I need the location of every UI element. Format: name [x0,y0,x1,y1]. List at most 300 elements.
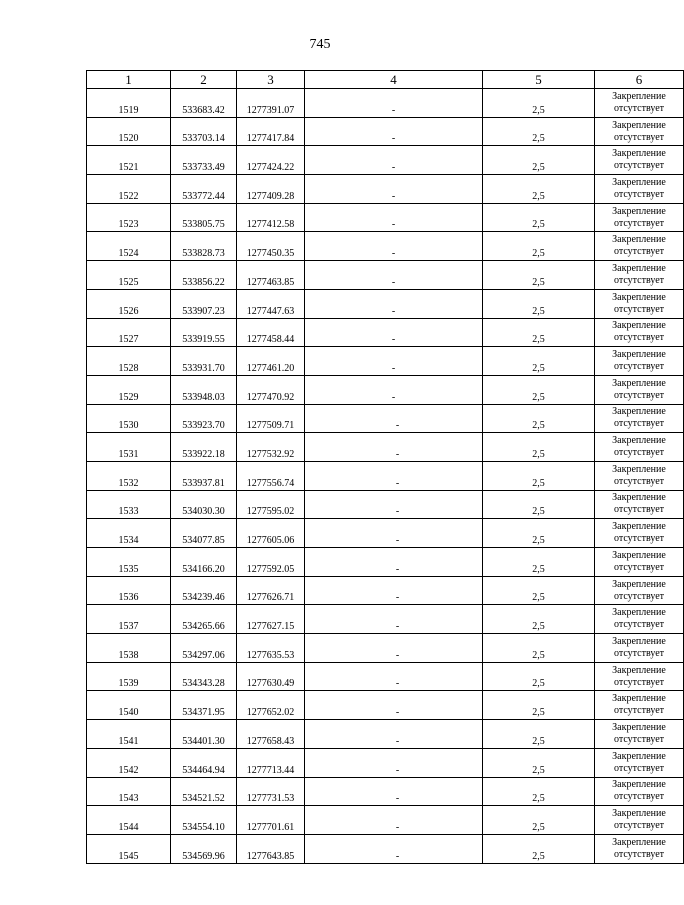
column-5-cell-text: 2,5 [532,190,545,202]
fixing-status-line-1: Закрепление [612,205,666,217]
column-4-cell-text: - [395,735,400,747]
point-number-cell-text: 1536 [118,592,139,604]
table-row [87,548,684,577]
column-5-cell-text: 2,5 [532,248,545,260]
y-coordinate-cell-text: 1277635.53 [246,649,295,661]
x-coordinate-cell-text: 533937.81 [182,477,225,489]
x-coordinate-cell [171,375,237,404]
fixing-status-line-1: Закрепление [612,234,666,246]
point-number-cell-text: 1541 [118,735,139,747]
column-4-cell-text: - [391,248,396,260]
fixing-status-line-2: отсутствует [613,131,665,143]
y-coordinate-cell-text: 1277630.49 [246,678,295,690]
fixing-status-cell [595,720,684,749]
column-5-cell-text: 2,5 [532,420,545,432]
point-number-cell-text: 1528 [118,362,139,374]
column-4-cell-text: - [395,563,400,575]
point-number-cell-text: 1520 [118,133,139,145]
table-row [87,834,684,863]
fixing-status-line-2: отсутствует [613,762,665,774]
table-body [87,89,684,864]
fixing-status-line-2: отсутствует [613,791,665,803]
column-5-cell [483,117,595,146]
column-4-cell [305,89,483,118]
x-coordinate-cell [171,691,237,720]
x-coordinate-cell-text: 534239.46 [182,592,225,604]
table-row [87,318,684,347]
point-number-cell [87,748,171,777]
column-4-cell [305,806,483,835]
column-4-cell-text: - [395,707,400,719]
y-coordinate-cell [237,806,305,835]
point-number-cell-text: 1534 [118,535,139,546]
point-number-cell [87,777,171,806]
column-4-cell [305,175,483,204]
y-coordinate-cell [237,347,305,376]
x-coordinate-cell-text: 533772.44 [182,190,225,202]
column-4-cell-text: - [395,477,400,489]
fixing-status-cell [595,461,684,490]
column-4-cell [305,318,483,347]
column-header-2: 2 [171,71,237,89]
fixing-status-cell [595,605,684,634]
table-row [87,289,684,318]
column-4-cell-text: - [391,104,396,116]
table-row [87,490,684,519]
fixing-status-line-1: Закрепление [612,349,666,361]
point-number-cell-text: 1543 [118,793,139,805]
y-coordinate-cell [237,691,305,720]
y-coordinate-cell [237,146,305,175]
point-number-cell [87,490,171,519]
column-4-cell [305,347,483,376]
point-number-cell [87,548,171,577]
y-coordinate-cell [237,404,305,433]
fixing-status-line-2: отсутствует [613,647,665,659]
y-coordinate-cell-text: 1277605.06 [246,535,295,546]
column-4-cell [305,461,483,490]
fixing-status-line-2: отсутствует [613,848,665,860]
y-coordinate-cell [237,232,305,261]
point-number-cell [87,232,171,261]
point-number-cell-text: 1525 [118,276,139,288]
table-row [87,720,684,749]
column-4-cell-text: - [391,362,396,374]
column-4-cell [305,490,483,519]
point-number-cell [87,289,171,318]
column-5-cell [483,748,595,777]
x-coordinate-cell [171,433,237,462]
point-number-cell [87,691,171,720]
y-coordinate-cell [237,261,305,290]
fixing-status-cell [595,261,684,290]
x-coordinate-cell-text: 533922.18 [182,448,225,460]
y-coordinate-cell-text: 1277731.53 [246,793,295,805]
y-coordinate-cell [237,461,305,490]
y-coordinate-cell [237,634,305,663]
fixing-status-cell [595,175,684,204]
point-number-cell [87,203,171,232]
table-row [87,433,684,462]
point-number-cell-text: 1540 [118,707,139,719]
x-coordinate-cell [171,289,237,318]
fixing-status-cell [595,375,684,404]
column-header-3: 3 [237,71,305,89]
fixing-status-line-1: Закрепление [612,176,666,188]
column-4-cell-text: - [391,391,396,403]
y-coordinate-cell [237,576,305,605]
column-5-cell-text: 2,5 [532,276,545,288]
column-4-cell [305,519,483,548]
fixing-status-cell [595,203,684,232]
column-5-cell-text: 2,5 [532,219,545,231]
y-coordinate-cell [237,490,305,519]
column-4-cell-text: - [395,535,400,546]
point-number-cell-text: 1535 [118,563,139,575]
y-coordinate-cell-text: 1277592.05 [246,563,295,575]
point-number-cell [87,261,171,290]
x-coordinate-cell-text: 533828.73 [182,248,225,260]
y-coordinate-cell-text: 1277658.43 [246,735,295,747]
point-number-cell-text: 1526 [118,305,139,317]
fixing-status-line-2: отсутствует [613,705,665,717]
fixing-status-cell [595,548,684,577]
x-coordinate-cell-text: 533703.14 [182,133,225,145]
x-coordinate-cell-text: 533856.22 [182,276,225,288]
coordinates-table [86,70,684,864]
column-4-cell [305,433,483,462]
point-number-cell [87,433,171,462]
point-number-cell-text: 1538 [118,649,139,661]
x-coordinate-cell [171,490,237,519]
point-number-cell [87,605,171,634]
point-number-cell [87,519,171,548]
x-coordinate-cell-text: 534521.52 [182,793,225,805]
y-coordinate-cell-text: 1277627.15 [246,621,295,633]
y-coordinate-cell-text: 1277409.28 [246,190,295,202]
x-coordinate-cell [171,748,237,777]
column-5-cell-text: 2,5 [532,362,545,374]
x-coordinate-cell-text: 534464.94 [182,764,225,776]
column-5-cell [483,691,595,720]
column-5-cell-text: 2,5 [532,477,545,489]
y-coordinate-cell-text: 1277626.71 [246,592,295,604]
column-5-cell-text: 2,5 [532,448,545,460]
column-4-cell-text: - [391,305,396,317]
column-4-cell-text: - [395,821,400,833]
column-5-cell [483,662,595,691]
x-coordinate-cell-text: 533907.23 [182,305,225,317]
point-number-cell-text: 1527 [118,334,139,346]
column-4-cell [305,605,483,634]
y-coordinate-cell [237,605,305,634]
x-coordinate-cell-text: 533805.75 [182,219,225,231]
y-coordinate-cell [237,175,305,204]
column-4-cell-text: - [395,764,400,776]
point-number-cell [87,318,171,347]
y-coordinate-cell-text: 1277447.63 [246,305,295,317]
column-4-cell [305,634,483,663]
fixing-status-line-2: отсутствует [613,561,665,573]
x-coordinate-cell-text: 533931.70 [182,362,225,374]
column-5-cell [483,146,595,175]
column-5-cell [483,806,595,835]
fixing-status-line-1: Закрепление [612,463,666,475]
column-4-cell-text: - [391,219,396,231]
fixing-status-line-2: отсутствует [613,389,665,401]
x-coordinate-cell-text: 534554.10 [182,821,225,833]
x-coordinate-cell-text: 534077.85 [182,535,225,546]
fixing-status-cell [595,490,684,519]
fixing-status-cell [595,347,684,376]
y-coordinate-cell [237,548,305,577]
column-4-cell-text: - [395,506,400,518]
x-coordinate-cell [171,548,237,577]
y-coordinate-cell-text: 1277509.71 [246,420,295,432]
x-coordinate-cell-text: 534297.06 [182,649,225,661]
x-coordinate-cell [171,834,237,863]
column-5-cell [483,548,595,577]
fixing-status-line-1: Закрепление [612,521,666,533]
fixing-status-cell [595,777,684,806]
point-number-cell-text: 1523 [118,219,139,231]
column-5-cell-text: 2,5 [532,821,545,833]
point-number-cell [87,117,171,146]
table-row [87,117,684,146]
point-number-cell [87,834,171,863]
fixing-status-line-2: отсутствует [613,217,665,229]
fixing-status-line-2: отсутствует [613,447,665,459]
column-4-cell [305,662,483,691]
x-coordinate-cell-text: 533733.49 [182,162,225,174]
y-coordinate-cell-text: 1277461.20 [246,362,295,374]
fixing-status-line-1: Закрепление [612,406,666,418]
fixing-status-cell [595,806,684,835]
fixing-status-line-2: отсутствует [613,590,665,602]
column-5-cell [483,605,595,634]
table-row [87,232,684,261]
column-4-cell [305,146,483,175]
table-row [87,146,684,175]
fixing-status-line-1: Закрепление [612,291,666,303]
fixing-status-line-2: отсутствует [613,418,665,430]
x-coordinate-cell [171,175,237,204]
x-coordinate-cell [171,576,237,605]
y-coordinate-cell-text: 1277556.74 [246,477,295,489]
point-number-cell [87,662,171,691]
fixing-status-line-1: Закрепление [612,435,666,447]
point-number-cell-text: 1521 [118,162,139,174]
fixing-status-line-1: Закрепление [612,119,666,131]
column-5-cell [483,576,595,605]
column-5-cell [483,89,595,118]
x-coordinate-cell [171,232,237,261]
column-4-cell [305,834,483,863]
table-row [87,605,684,634]
fixing-status-line-1: Закрепление [612,549,666,561]
point-number-cell [87,146,171,175]
x-coordinate-cell-text: 534371.95 [182,707,225,719]
column-5-cell [483,490,595,519]
column-4-cell-text: - [391,276,396,288]
column-5-cell-text: 2,5 [532,735,545,747]
y-coordinate-cell [237,777,305,806]
y-coordinate-cell [237,834,305,863]
x-coordinate-cell [171,634,237,663]
column-5-cell-text: 2,5 [532,104,545,116]
y-coordinate-cell-text: 1277532.92 [246,448,295,460]
y-coordinate-cell [237,519,305,548]
y-coordinate-cell-text: 1277424.22 [246,162,295,174]
y-coordinate-cell [237,662,305,691]
fixing-status-cell [595,146,684,175]
table-row [87,89,684,118]
x-coordinate-cell-text: 533683.42 [182,104,225,116]
fixing-status-line-1: Закрепление [612,750,666,762]
x-coordinate-cell [171,806,237,835]
point-number-cell [87,347,171,376]
fixing-status-line-1: Закрепление [612,607,666,619]
x-coordinate-cell-text: 533923.70 [182,420,225,432]
column-4-cell [305,289,483,318]
x-coordinate-cell [171,89,237,118]
column-5-cell-text: 2,5 [532,563,545,575]
column-4-cell [305,232,483,261]
table-header-row [87,71,684,89]
fixing-status-line-2: отсутствует [613,733,665,745]
fixing-status-line-1: Закрепление [612,90,666,102]
fixing-status-cell [595,433,684,462]
fixing-status-line-1: Закрепление [612,262,666,274]
column-4-cell [305,720,483,749]
table-row [87,375,684,404]
column-header-5: 5 [483,71,595,89]
point-number-cell [87,89,171,118]
fixing-status-line-2: отсутствует [613,246,665,258]
column-4-cell [305,748,483,777]
fixing-status-line-2: отсутствует [613,504,665,516]
point-number-cell-text: 1530 [118,420,139,432]
column-4-cell [305,261,483,290]
column-header-6: 6 [595,71,684,89]
y-coordinate-cell [237,748,305,777]
point-number-cell-text: 1519 [118,104,139,116]
x-coordinate-cell-text: 533919.55 [182,334,225,346]
x-coordinate-cell-text: 534265.66 [182,621,225,633]
column-5-cell-text: 2,5 [532,707,545,719]
fixing-status-line-1: Закрепление [612,808,666,820]
fixing-status-line-2: отсутствует [613,188,665,200]
column-5-cell-text: 2,5 [532,305,545,317]
fixing-status-line-2: отсутствует [613,533,665,545]
column-4-cell-text: - [395,621,400,633]
fixing-status-line-1: Закрепление [612,578,666,590]
fixing-status-line-1: Закрепление [612,693,666,705]
y-coordinate-cell-text: 1277417.84 [246,133,295,145]
y-coordinate-cell [237,433,305,462]
point-number-cell [87,576,171,605]
table-row [87,347,684,376]
x-coordinate-cell-text: 533948.03 [182,391,225,403]
column-4-cell [305,404,483,433]
fixing-status-line-2: отсутствует [613,303,665,315]
y-coordinate-cell-text: 1277458.44 [246,334,295,346]
column-5-cell [483,461,595,490]
y-coordinate-cell [237,318,305,347]
column-5-cell [483,175,595,204]
point-number-cell-text: 1522 [118,190,139,202]
x-coordinate-cell [171,461,237,490]
point-number-cell-text: 1529 [118,391,139,403]
column-4-cell-text: - [395,793,400,805]
y-coordinate-cell-text: 1277652.02 [246,707,295,719]
fixing-status-cell [595,519,684,548]
fixing-status-line-1: Закрепление [612,836,666,848]
column-4-cell [305,117,483,146]
x-coordinate-cell-text: 534569.96 [182,850,225,862]
column-4-cell-text: - [395,850,400,862]
x-coordinate-cell [171,662,237,691]
column-5-cell [483,519,595,548]
fixing-status-cell [595,691,684,720]
fixing-status-cell [595,662,684,691]
x-coordinate-cell [171,404,237,433]
column-5-cell [483,634,595,663]
column-5-cell-text: 2,5 [532,621,545,633]
fixing-status-cell [595,576,684,605]
y-coordinate-cell-text: 1277701.61 [246,821,295,833]
column-5-cell [483,203,595,232]
point-number-cell [87,720,171,749]
fixing-status-cell [595,89,684,118]
column-5-cell-text: 2,5 [532,649,545,661]
fixing-status-line-1: Закрепление [612,377,666,389]
column-4-cell-text: - [391,133,396,145]
fixing-status-line-2: отсутствует [613,676,665,688]
point-number-cell-text: 1524 [118,248,139,260]
y-coordinate-cell-text: 1277643.85 [246,850,295,862]
column-4-cell-text: - [395,592,400,604]
column-4-cell [305,548,483,577]
x-coordinate-cell [171,777,237,806]
fixing-status-cell [595,404,684,433]
page-number: 745 [309,37,331,52]
point-number-cell [87,806,171,835]
fixing-status-cell [595,318,684,347]
column-4-cell-text: - [395,448,400,460]
point-number-cell-text: 1533 [118,506,139,518]
x-coordinate-cell [171,117,237,146]
column-5-cell [483,433,595,462]
column-5-cell-text: 2,5 [532,334,545,346]
y-coordinate-cell-text: 1277463.85 [246,276,295,288]
fixing-status-line-2: отсутствует [613,619,665,631]
column-5-cell [483,261,595,290]
table-row [87,461,684,490]
fixing-status-line-1: Закрепление [612,148,666,160]
table-row [87,806,684,835]
table-row [87,404,684,433]
column-5-cell-text: 2,5 [532,506,545,518]
column-4-cell-text: - [391,162,396,174]
y-coordinate-cell-text: 1277450.35 [246,248,295,260]
y-coordinate-cell [237,720,305,749]
column-header-1: 1 [87,71,171,89]
point-number-cell-text: 1544 [118,821,139,833]
point-number-cell [87,375,171,404]
column-4-cell-text: - [391,334,396,346]
table-row [87,576,684,605]
